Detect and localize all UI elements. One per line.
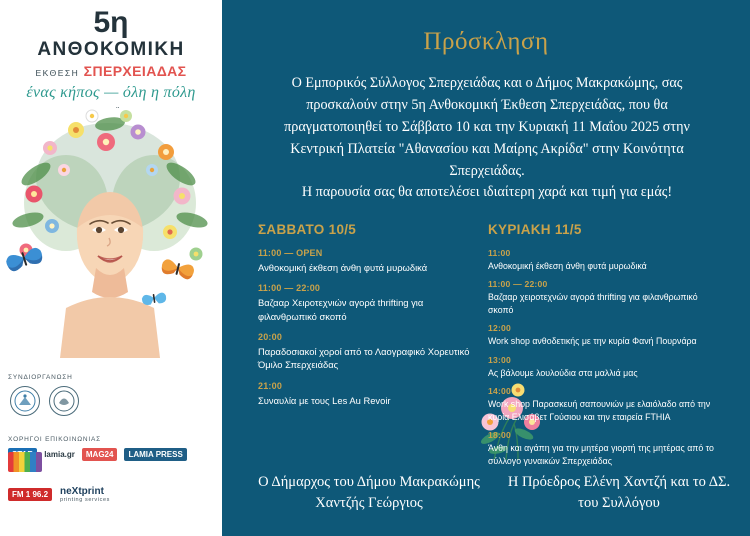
- program-item-time: 11:00 — OPEN: [258, 248, 323, 258]
- program-item-time: 20:00: [258, 332, 283, 343]
- nextprint-wordmark: neXtprint: [60, 486, 104, 497]
- program-item-time: 11:00 — 22:00: [258, 283, 321, 294]
- media-logos: [8, 486, 110, 503]
- invitation-closing: Η παρουσία σας θα αποτελέσει ιδιαίτερη χαρά και τιμή για εμάς!: [301, 184, 673, 200]
- event-logo: [0, 8, 222, 118]
- program-item-desc: Ανθοκομική έκθεση άνθη φυτά μυρωδικά: [258, 262, 428, 273]
- program-sunday-heading: ΚΥΡΙΑΚΗ 11/5: [488, 222, 582, 237]
- logo-subtitle: [0, 63, 222, 79]
- flower-head-illustration: [6, 108, 216, 358]
- left-panel: [0, 0, 222, 536]
- sponsor-logo-fm1: FM 1 96.2: [8, 488, 52, 501]
- program-item: [488, 323, 723, 347]
- sponsor-logo-nextprint: [60, 486, 110, 503]
- invitation-panel: [222, 0, 750, 536]
- supporters-title: ΧΟΡΗΓΟΙ ΕΠΙΚΟΙΝΩΝΙΑΣ: [8, 436, 101, 443]
- sponsor-logo-lamiagr: lamia.gr: [44, 450, 75, 459]
- logo-title: ΑΝΘΟΚΟΜΙΚΗ: [37, 39, 185, 60]
- program-item-time: 14:00: [488, 386, 511, 397]
- sponsor-logo-lamiapress: LAMIA PRESS: [124, 448, 186, 461]
- program-item: [488, 279, 723, 316]
- co-organizers-title: ΣΥΝΔΙΟΡΓΑΝΩΣΗ: [8, 374, 73, 381]
- association-emblem-icon: [53, 390, 75, 412]
- signature-president: Η Πρόεδρος Ελένη Χαντζή και το ΔΣ. του Συλλόγου: [507, 473, 731, 511]
- logo-slogan: ένας κήπος — όλη η πόλη: [26, 83, 196, 101]
- program-item: [258, 248, 473, 274]
- program-item-time: 12:00: [488, 323, 511, 334]
- program-item-desc: Βαζααρ Χειροτεχνιών αγορά thrifting για φιλανθρωπικό σκοπό: [258, 297, 424, 322]
- municipality-seal-icon: [10, 386, 40, 416]
- sponsor-logo-mag24: MAG24: [82, 448, 118, 461]
- nextprint-tagline: printing services: [60, 497, 110, 503]
- program-saturday: [258, 222, 473, 407]
- program-item-desc: Ανθοκομική έκθεση άνθη φυτά μυρωδικά: [488, 261, 647, 271]
- program-item-time: 13:00: [488, 354, 511, 365]
- co-organizers-logos: [10, 386, 79, 416]
- program-item-desc: Ας βάλουμε λουλούδια στα μαλλιά μας: [488, 367, 638, 378]
- municipality-emblem-icon: [14, 390, 36, 412]
- program-item-time: 11:00: [488, 248, 511, 258]
- logo-subtitle-small: ΕΚΘΕΣΗ: [35, 67, 80, 78]
- program-item: [488, 248, 723, 272]
- invitation-body: Ο Εμπορικός Σύλλογος Σπερχειάδας και ο Δήμος Μακρακώμης, σας προσκαλούν στην 5η Ανθοκομική Έκθεση Σπερχειάδας, που θα πραγματοποιηθεί το Σάββατο 10 και την Κυριακή 11 Μαΐου 2025 στην Κεντρική Πλατεία "Αθανασίου και Μαίρης Ακρίδα" στην Κοινότητα Σπερχειάδας.: [284, 75, 690, 179]
- program-item-desc: Βαζααρ χειροτεχνών αγορά thrifting για φιλανθρωπικό σκοπό: [488, 292, 698, 315]
- program-item-desc: Άνθη και αγάπη για την μητέρα γιορτή της μητέρας από το σύλλογο γυναικών Σπερχειάδας: [488, 443, 714, 466]
- program-item-time: 21:00: [258, 380, 283, 391]
- program-item: [258, 381, 473, 407]
- program-saturday-heading: ΣΑΒΒΑΤΟ 10/5: [258, 222, 357, 237]
- program-item-desc: Work shop Παρασκευή σαπουνιών με ελαιόλαδο από την κυρία Ελισάβετ Γούσιου και την εταιρεία FTHIA: [488, 399, 711, 422]
- program-item: [258, 332, 473, 372]
- program-item: [488, 386, 723, 423]
- program-item: [488, 355, 723, 379]
- program-item-desc: Work shop ανθοδετικής με την κυρία Φανή Πουρνάρα: [488, 336, 697, 347]
- logo-edition-number: 5η: [93, 6, 129, 39]
- program-item: [258, 283, 473, 323]
- logo-subtitle-big: ΣΠΕΡΧΕΙΑΔΑΣ: [83, 62, 187, 79]
- program-item-time: 18:00: [488, 430, 511, 441]
- star-rainbow-icon: [8, 452, 42, 472]
- program-sunday: [488, 222, 723, 467]
- program-item-desc: Συναυλία με τους Les Au Revoir: [258, 394, 391, 406]
- program-item-desc: Παραδοσιακοί χοροί από το Λαογραφικό Χορευτικό Όμιλο Σπερχειάδας: [258, 346, 470, 371]
- commercial-association-seal-icon: [49, 386, 79, 416]
- signature-mayor: Ο Δήμαρχος του Δήμου Μακρακώμης Χαντζής Γεώργιος: [258, 473, 480, 511]
- program-item: [488, 430, 723, 467]
- program-item-time: 11:00 — 22:00: [488, 279, 548, 290]
- invitation-title: Πρόσκληση: [423, 28, 549, 55]
